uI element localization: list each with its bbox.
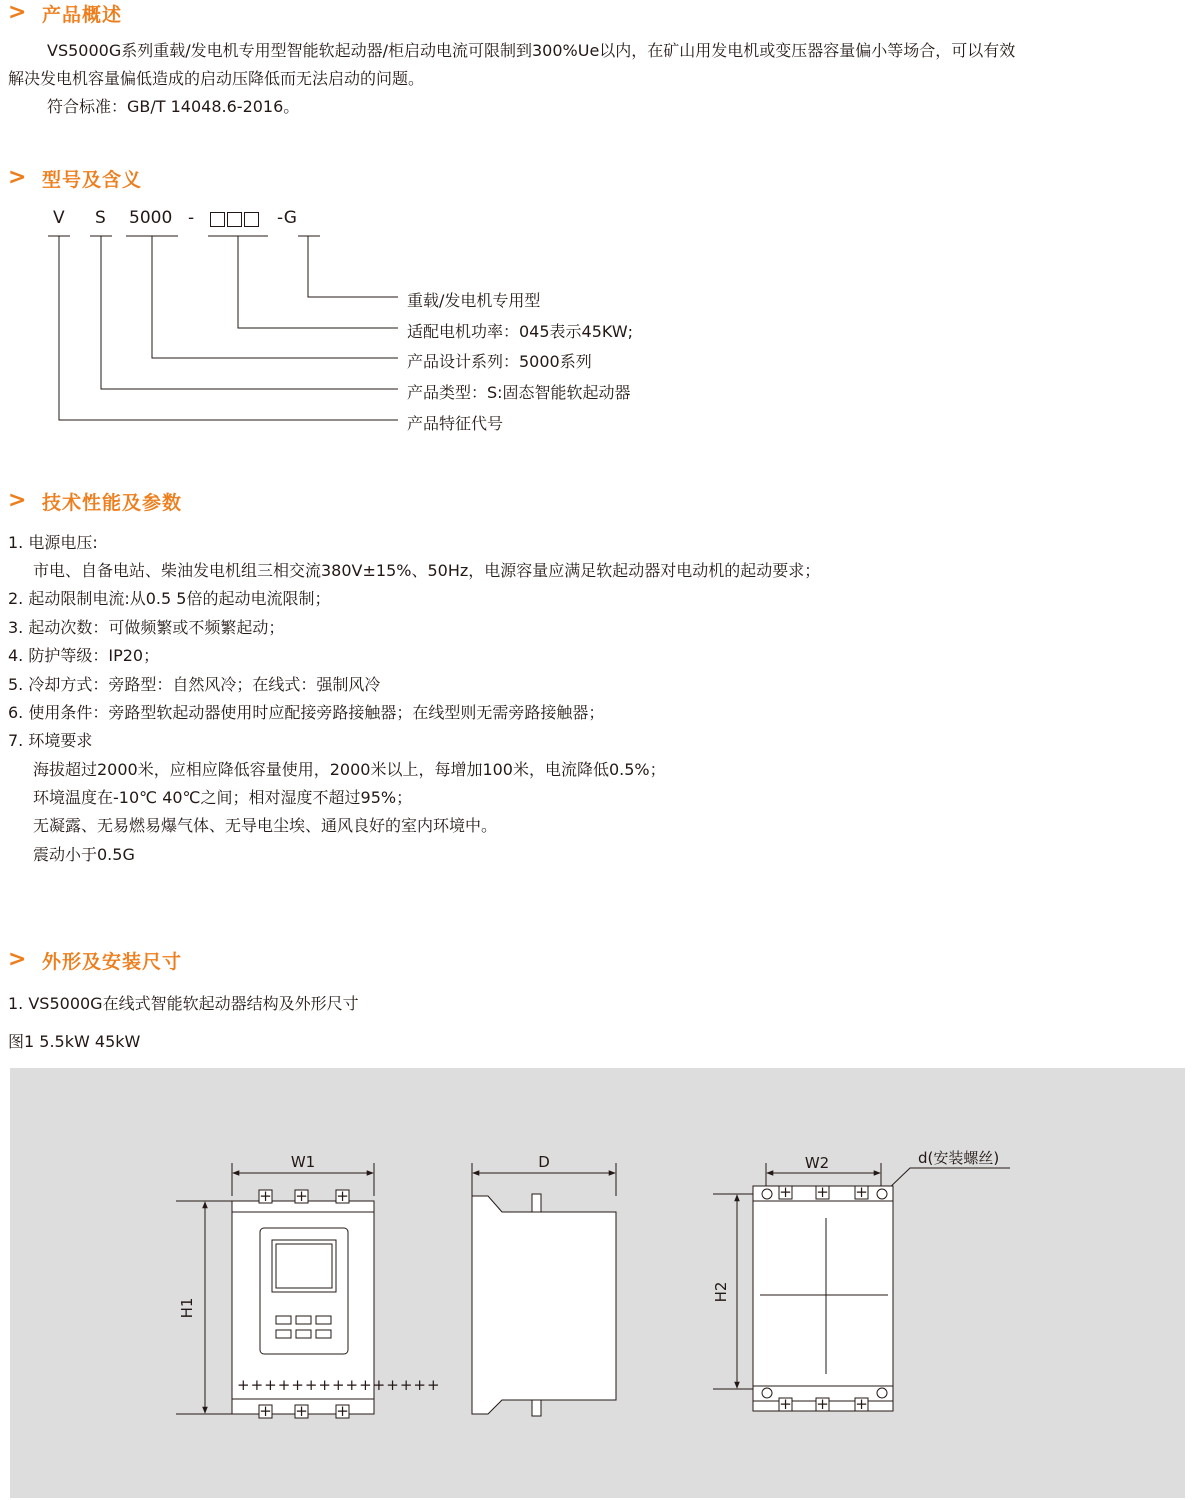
front-terminal-row: +++++++++++++++: [237, 1376, 441, 1394]
svg-text:+: +: [336, 1187, 349, 1205]
chevron-right-icon: >: [8, 947, 27, 972]
spec-line-7-environment: 无凝露、无易燃易爆气体、无导电尘埃、通风良好的室内环境中。: [33, 816, 498, 835]
dim-label-w1: W1: [290, 1153, 316, 1171]
dimensions-item-1: 1. VS5000G在线式智能软起动器结构及外形尺寸: [8, 994, 359, 1013]
svg-text:+: +: [855, 1183, 868, 1201]
section-title: 产品概述: [42, 3, 123, 26]
section-heading-specs: [8, 486, 182, 516]
dim-label-h1: H1: [178, 1297, 196, 1319]
svg-text:+: +: [779, 1183, 792, 1201]
spec-line-3: 3. 起动次数：可做频繁或不频繁起动；: [8, 618, 285, 637]
chevron-right-icon: >: [8, 165, 27, 190]
model-code-s: S: [95, 208, 106, 228]
model-leader-lines: [0, 225, 420, 465]
svg-text:+: +: [779, 1395, 792, 1413]
spec-line-7-temperature: 环境温度在-10℃ 40℃之间；相对湿度不超过95%；: [33, 788, 413, 807]
model-desc-feature-code: 产品特征代号: [407, 414, 504, 433]
screw-label: d(安装螺丝): [918, 1149, 1000, 1167]
chevron-right-icon: >: [8, 488, 27, 513]
overview-line-1: VS5000G系列重载/发电机专用型智能软起动器/柜启动电流可限制到300%Ue以内，在矿山用发电机或变压器容量偏小等场合，可以有效: [47, 41, 1016, 60]
dimension-drawing-panel: [10, 1068, 1185, 1498]
dimension-drawing: [10, 1068, 1185, 1498]
spec-line-7-altitude: 海拔超过2000米，应相应降低容量使用，2000米以上，每增加100米，电流降低0.5%；: [33, 760, 666, 779]
section-heading-model: [8, 163, 142, 193]
spec-line-1: 1. 电源电压:: [8, 533, 98, 552]
svg-text:+: +: [295, 1402, 308, 1420]
section-heading-dimensions: [8, 945, 182, 975]
chevron-right-icon: >: [8, 0, 27, 25]
model-code-v: V: [53, 208, 65, 228]
figure-caption: 图1 5.5kW 45kW: [8, 1032, 141, 1051]
spec-line-6: 6. 使用条件：旁路型软起动器使用时应配接旁路接触器；在线型则无需旁路接触器；: [8, 703, 605, 722]
svg-text:+: +: [259, 1187, 272, 1205]
dim-label-d: D: [538, 1153, 550, 1171]
svg-text:+: +: [816, 1395, 829, 1413]
overview-line-2: 解决发电机容量偏低造成的启动压降低而无法启动的问题。: [8, 69, 425, 88]
spec-line-7: 7. 环境要求: [8, 731, 93, 750]
spec-line-4: 4. 防护等级：IP20；: [8, 646, 160, 665]
dim-label-h2: H2: [712, 1281, 730, 1303]
side-view: [472, 1163, 616, 1416]
model-desc-series: 产品设计系列：5000系列: [407, 352, 592, 371]
svg-text:+: +: [259, 1402, 272, 1420]
spec-line-1-detail: 市电、自备电站、柴油发电机组三相交流380V±15%、50Hz，电源容量应满足软起动器对电动机的起动要求；: [33, 561, 821, 580]
model-code-series: 5000: [129, 208, 173, 228]
section-title: 技术性能及参数: [42, 491, 183, 514]
spec-line-2: 2. 起动限制电流:从0.5 5倍的起动电流限制；: [8, 589, 331, 608]
svg-text:+: +: [855, 1395, 868, 1413]
model-code-dash: -: [188, 208, 195, 228]
spec-line-7-vibration: 震动小于0.5G: [33, 845, 135, 864]
model-desc-type: 重载/发电机专用型: [407, 291, 541, 310]
spec-line-5: 5. 冷却方式：旁路型：自然风冷；在线式：强制风冷: [8, 675, 381, 694]
svg-text:+: +: [295, 1187, 308, 1205]
dim-label-w2: W2: [804, 1154, 830, 1172]
svg-text:+: +: [336, 1402, 349, 1420]
model-code-suffix: -G: [277, 208, 297, 228]
section-heading-overview: [8, 0, 122, 28]
section-title: 外形及安装尺寸: [42, 950, 183, 973]
model-desc-power: 适配电机功率：045表示45KW;: [407, 322, 634, 341]
svg-text:+: +: [816, 1183, 829, 1201]
section-title: 型号及含义: [42, 168, 143, 191]
model-desc-product-type: 产品类型：S:固态智能软起动器: [407, 383, 631, 402]
overview-standard: 符合标准：GB/T 14048.6-2016。: [47, 97, 300, 116]
